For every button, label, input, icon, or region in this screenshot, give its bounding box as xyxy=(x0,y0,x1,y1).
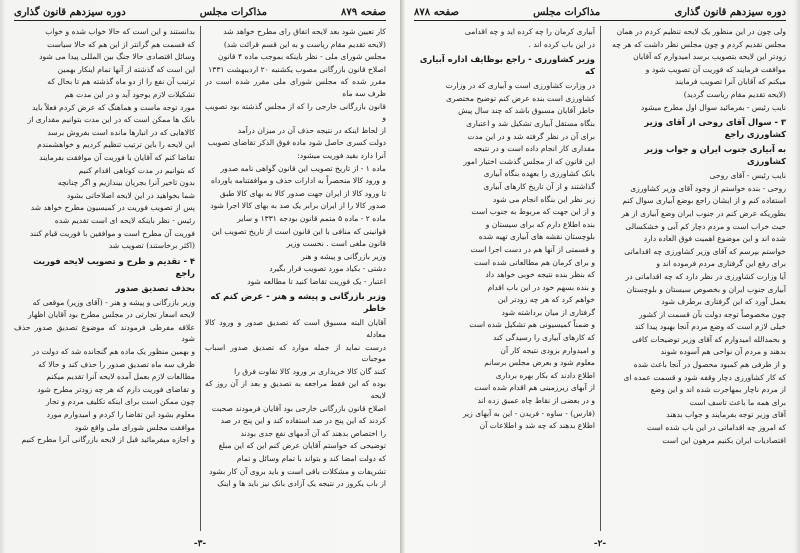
page-number: صفحه ۸۷۸ xyxy=(414,6,459,18)
text-line: برای رفع این گرفتاری مردم فرموده اند و xyxy=(656,259,786,269)
text-line: تشکیلات لازم بوجود آید و در این مدت هم xyxy=(64,89,195,99)
text-line: و بنده بسهم خود در این باب اقدام xyxy=(487,282,595,292)
text-line: و اجازه میفرمائید قبل از لایحه بازرگانی آنرا مطرح کنیم xyxy=(21,435,195,445)
text-line: و برای کرمان هم مطالعاتی شده است xyxy=(474,257,595,267)
text-line: معلوم شود و بعرض مجلس برسانم xyxy=(484,358,595,368)
text-line: که کارهای آبیاری را رسیدگی کند xyxy=(493,333,595,343)
page-header xyxy=(14,4,386,21)
text-line: مقداری کار انجام داده است و در نتیجه xyxy=(473,144,595,154)
text-line: نایب رئیس - بفرمائید سوال اول مطرح میشود xyxy=(640,102,786,112)
text-line: وزیر بازرگانی و پیشه و هنر xyxy=(301,251,386,261)
text-line: که قسمت هم گرانتر از این هم که حالا سیاست xyxy=(47,39,195,49)
text-line: از باب یکروز در نتیجه یک آزادی بانک نیز باید ها و اینک xyxy=(217,479,386,489)
text-line: بعمل آورد که این گرفتاری برطرف شود xyxy=(661,297,786,307)
text-line: پس از تصویب فوریت در کمیسیون مطرح خواهد شد xyxy=(30,203,195,213)
text-line: علاقه مفرطی فرمودند که موضوع تصدیق صدور حذف شود xyxy=(14,322,195,344)
text-line: و بحمدالله امیدوارم که آقای وزیر توضیحات کافی xyxy=(632,334,786,344)
text-line: بانک کشاورزی را بعهده بنگاه آبیاری xyxy=(483,169,595,179)
text-line: اصلاح قانون بازرگانی مصوب یکشنبه ۲۰ اردیبهشت ۱۳۳۱ xyxy=(208,64,386,74)
text-line: اطلاع بدهند که چه شد و اطلاعات آن xyxy=(479,421,595,431)
text-line: و بهمین منظور یک ماده هم گنجانده شد که دولت در xyxy=(32,347,195,357)
text-line: قانون ملغی است . نخست وزیر xyxy=(286,239,386,249)
text-line: و امیدوارم بزودی نتیجه کار آن xyxy=(500,345,595,355)
section-heading: ۴ - تقدیم و طرح و تصویب لایحه فوریت راجع xyxy=(33,255,195,278)
text-line: مقرر شده که مجلس شورای ملی مقرر شده است در ظرف سه ماه xyxy=(205,77,386,98)
text-line: آیا وزارت کشاورزی در نظر دارد که چه اقداماتی در xyxy=(625,271,786,281)
text-line: برای آن در نظر گرفته شد و در این مدت xyxy=(467,131,595,141)
column-divider xyxy=(600,26,601,531)
text-line: ترتیب آن نفع را از دو ماه گذشته هم تا بحال که xyxy=(47,77,195,87)
page-879 xyxy=(8,0,392,553)
text-line: زیر نظر این بنگاه انجام می شود xyxy=(492,194,595,204)
column-right xyxy=(205,26,386,531)
section-heading: به آبیاری جنوب ایران و جواب وزیر کشاورزی xyxy=(644,144,786,167)
text-line: قانون بازرگانی خارجی را که از مجلس گذشته بود تصویب و xyxy=(205,101,386,123)
text-line: توضیحی که خواستم آقایان عرض کنم این که این مبلغ xyxy=(218,441,386,451)
text-line: گذاشتند و از آن تاریخ کارهای آبیاری xyxy=(483,181,595,191)
text-line: فوریت آن مطرح است و موافقین با فوریت قیام کنند xyxy=(29,228,195,238)
text-line: لایحه اسعار تجارتی در مجلس مطرح بود آقایان اظهار xyxy=(28,310,195,320)
text-line: برای همه ما باعث تاسف است xyxy=(689,397,786,407)
text-line: آنرا دارد بقید فوریت میشود: xyxy=(297,150,386,160)
column-divider xyxy=(200,26,201,531)
text-line: که بتوانیم در مدت کوتاهی اقدام کنیم xyxy=(78,165,195,175)
text-line: بدهند و مردم آن نواحی هم آسوده شوند xyxy=(660,347,786,357)
text-line: و ورود کالا منحصراً به ادارات حذف و موافقتنامه باورداه xyxy=(211,176,386,186)
text-line: کار تعیین شود بعد لایحه اتفاق رای مطرح خواهد شد xyxy=(223,27,386,36)
text-line: شده اند و این موضوع اهمیت فوق العاده دارد xyxy=(643,234,786,244)
section-heading: ۳ - سوال آقای روحی از آقای وزیر کشاورزی راجع xyxy=(644,117,786,140)
text-line: که بنظر بنده نتیجه خوبی خواهد داد xyxy=(485,270,595,280)
text-line: مورد توجه ماست و هماهنگ که عرض کردم فعلاً باید xyxy=(31,102,195,112)
text-line: اصلاح قانون بازرگانی خارجی بود آقایان فرمودند صحبت xyxy=(211,403,386,413)
page-number: صفحه ۸۷۹ xyxy=(341,6,386,18)
running-title: مذاکرات مجلس xyxy=(199,6,267,18)
column-left xyxy=(414,26,595,531)
text-line: آقایان البته مسبوق است که تصدیق صدور و ورود کالا معادله xyxy=(205,318,386,340)
page-footer: -۲- xyxy=(593,539,607,549)
text-line: از لحاظ اینکه در نتیجه حذف آن در میزان درآمد xyxy=(237,125,386,135)
text-line: موافقت فرمایند که فوریت آن تصویب شود و xyxy=(645,64,786,74)
text-line: بطوریکه عرض کنم در جنوب ایران وضع آبیاری از هر xyxy=(621,208,786,218)
text-line: و در بعضی از نقاط چاه عمیق زده اند xyxy=(477,396,595,406)
text-line: گرفتاری از میان برداشته شود xyxy=(501,307,595,317)
text-line: روحی - بنده خواستم از وجود آقای وزیر کشاورزی xyxy=(630,183,786,193)
text-line: که کار کشاورزی دچار وقفه شود و قسمت عمده ای xyxy=(623,372,786,382)
text-line: بدون تاخیر آنرا بجریان بیندازیم و اگر چنانچه xyxy=(57,178,195,188)
text-line: مجلس تقدیم کردم و چون مجلس نظر داشت که هر چه xyxy=(612,39,786,49)
text-line: مجلس شورای ملی - نظر باینکه بموجب ماده ۴ قانون xyxy=(218,52,386,62)
text-line: تقاضا کنم که آقایان با فوریت آن موافقت بفرمایند xyxy=(39,152,195,162)
text-line: رئیس - نظر باینکه لایحه ای است تقدیم شده xyxy=(54,215,195,225)
text-line: که دولت امضا کند و بتواند با تمام وسائل و تمام xyxy=(236,454,386,463)
text-line: این است که گذشته از آنها تمام اینکار بهمین xyxy=(57,64,195,74)
text-line: کالاهایی که در انبارها مانده است بفروش برسد xyxy=(47,127,195,137)
text-line: وزیر بازرگانی و پیشه و هنر - (آقای وزیر) موقعی که xyxy=(32,297,195,307)
text-line: این قانون که از مجلس گذشت اختیار امور xyxy=(463,156,595,166)
text-line: چون ممکن است برای اینکه تکلیف مردم و تجار xyxy=(46,397,195,407)
text-line: از آبهای زیرزمینی هم اقدام شده است xyxy=(474,383,595,393)
text-line: خواستم بپرسم که آقای وزیر کشاورزی چه اقداماتی xyxy=(624,246,786,256)
text-line: و ضمناً کمیسیونی هم تشکیل شده است xyxy=(469,320,595,330)
page-header xyxy=(414,4,786,21)
text-line: ماده ۱ - از تاریخ تصویب این قانون گواهی نامه صدور xyxy=(220,163,386,173)
text-line: کردند که این پنج در صد استفاده کند و این پنج در صد xyxy=(220,416,386,426)
text-line: ظرف سه ماه تصدیق صدور را حذف کند و حالا که xyxy=(38,359,195,369)
text-line: خیلی لازم است که وضع مردم آنجا بهبود پیدا کند xyxy=(634,322,786,332)
text-line: بدانستند و این است که حالا خواب شده و خواب xyxy=(45,27,195,36)
text-line: (لایحه تقدیم مقام ریاست و به این قسم قرائت شد) xyxy=(223,39,386,49)
text-line: آبیاری کرمان را چه کرده اید و چه اقدامی xyxy=(464,27,595,36)
text-line: چون مخصوصاً توجه دولت بآن قسمت از کشور xyxy=(639,309,786,319)
text-line: مطالعات لازم بعمل آمده لایحه آنرا تقدیم میکنم xyxy=(46,372,195,382)
text-line: اعتبار - یک فوریت تقاضا کنید تا مطالعه شود xyxy=(247,276,386,286)
text-line: کنند گان کالا خریداری بر ورود کالا تفاوت فرق را xyxy=(234,366,386,376)
text-line: بانک ها ممکن است که در این مدت بتوانیم مقداری از xyxy=(27,115,195,125)
text-line: دولت کسری حاصل شود ماده فوق الذکر تقاضای تصویب xyxy=(207,138,386,148)
text-line: زودتر این لایحه بتصویب برسد امیدوارم که آقایان xyxy=(633,52,786,62)
text-line: (اکثر برخاستند) تصویب شد xyxy=(108,241,195,251)
text-line: نایب رئیس - آقای روحی xyxy=(709,171,786,181)
text-line: بلوچستان نقشه های آبیاری تهیه شده xyxy=(478,232,595,242)
text-line: را اختصاص بدهند که آن آدمهای نفع جدی بودند xyxy=(240,428,386,438)
text-line: بوده که این فقط مراجعه به تصدیق و بعد از آن روز که لایحه xyxy=(205,379,386,401)
text-line: اطلاع دادند که بکار بهره برداری xyxy=(495,370,595,380)
text-line: و قسمتی از آنها هم در دست اجرا است xyxy=(470,244,595,254)
section-heading: وزیر کشاورزی - راجع بوظایف اداره آبیاری که xyxy=(419,54,595,77)
text-line: صدور کالا را از ایران برابر یک صد به بهای کالا اجرا شود xyxy=(210,201,386,211)
text-line: اقتصادیات ایران بکنیم مرهون این است xyxy=(662,435,786,445)
text-line: در این باب کرده اند . xyxy=(528,39,595,49)
session-title: دوره سیزدهم قانون گذاری xyxy=(674,6,786,18)
page-footer: -۳- xyxy=(193,539,207,549)
text-line: خاطر آقایان مسبوق باشد که چند سال پیش xyxy=(458,106,595,116)
text-line: و تقاضای فوریت دارم که هر چه زودتر مطرح شود xyxy=(37,384,195,394)
text-line: تا ورود کالا از ایران جهت صدور کالا به بهای کالا طبق xyxy=(219,188,386,198)
text-line: دشتی - بکیاد مورد تصویب قرار بگیرد xyxy=(269,264,386,274)
text-line: ولی چون در این منظور یک لایحه تنظیم کردم در همان xyxy=(616,27,786,36)
text-line: آبیاری جنوب ایران و بخصوص سیستان و بلوچستان xyxy=(626,284,786,294)
text-line: میکنم که آقایان آنرا تصویب فرمایند xyxy=(674,77,786,87)
column-left xyxy=(14,26,195,531)
text-line: این لایحه را باین ترتیب تنظیم کردیم و خواهشمندم xyxy=(37,140,195,150)
text-line: (فارس) - ساوه - فریدن - این به آبهای زیر xyxy=(462,408,595,418)
text-line: و از این جهت که مربوط به جنوب است xyxy=(471,207,595,217)
text-line: کشاورزی است بنده عرض کنم توضیح مختصری xyxy=(446,93,595,103)
text-line: استفاده کنم و از ایشان راجع بوضع آبیاری سوال کنم xyxy=(622,196,786,206)
text-line: ماده ۲ - ماده ۵ متمم قانون بودجه ۱۳۳۱ و سایر xyxy=(237,213,386,223)
text-line: بنگاه مستقل آبیاری تشکیل شد و اعتباری xyxy=(466,118,595,128)
text-line: از مردم ناچار بمهاجرت شده اند و این وضع xyxy=(650,385,786,395)
text-line: درست نماید از جمله موارد که تصدیق صدور اسباب موجبات xyxy=(205,342,386,364)
text-line: که امروز چه اقداماتی در این باب شده است xyxy=(646,423,786,433)
section-heading: بحذف تصدیق صدور xyxy=(115,282,195,293)
text-line: موافقت مجلس شورای ملی واقع شود xyxy=(74,422,195,432)
text-line: و از طرفی هم کمبود محصول در آنجا باعث شده xyxy=(633,360,786,370)
text-line: قوانینی که منافی با این قانون است از تاریخ تصویب این xyxy=(211,226,386,236)
text-line: معلوم بشود این تقاضا را کردم و امیدوارم مورد xyxy=(46,410,195,420)
column-right xyxy=(605,26,786,531)
text-line: شما بخواهید در این لایحه اصلاحاتی بشود xyxy=(66,190,195,200)
text-line: حیث خراب است و مردم دچار کم آبی و خشکسالی xyxy=(625,221,786,231)
session-title: دوره سیزدهم قانون گذاری xyxy=(14,6,126,18)
text-line: وسائل اقتصادی حالا جنگ بین المللی پیدا می شود xyxy=(39,52,195,62)
text-line: بنده اطلاع دارم که برای سیستان و xyxy=(485,219,595,229)
text-line: خواهم کرد که هر چه زودتر این xyxy=(497,295,595,305)
page-878 xyxy=(408,0,792,553)
section-heading: وزیر بازرگانی و پیشه و هنر - عرض کنم که خاطر xyxy=(210,291,386,314)
running-title: مذاکرات مجلس xyxy=(533,6,601,18)
text-line: آقای وزیر توجه بفرمایند و جواب بدهند xyxy=(666,410,786,420)
text-line: (لایحه تقدیم مقام ریاست گردید) xyxy=(683,89,786,99)
text-line: در وزارت کشاورزی است و آبیاری که در وزارت xyxy=(445,81,595,91)
text-line: تشریفات و مشکلات باقی است و باید بروی آن کار بشود xyxy=(209,466,386,476)
